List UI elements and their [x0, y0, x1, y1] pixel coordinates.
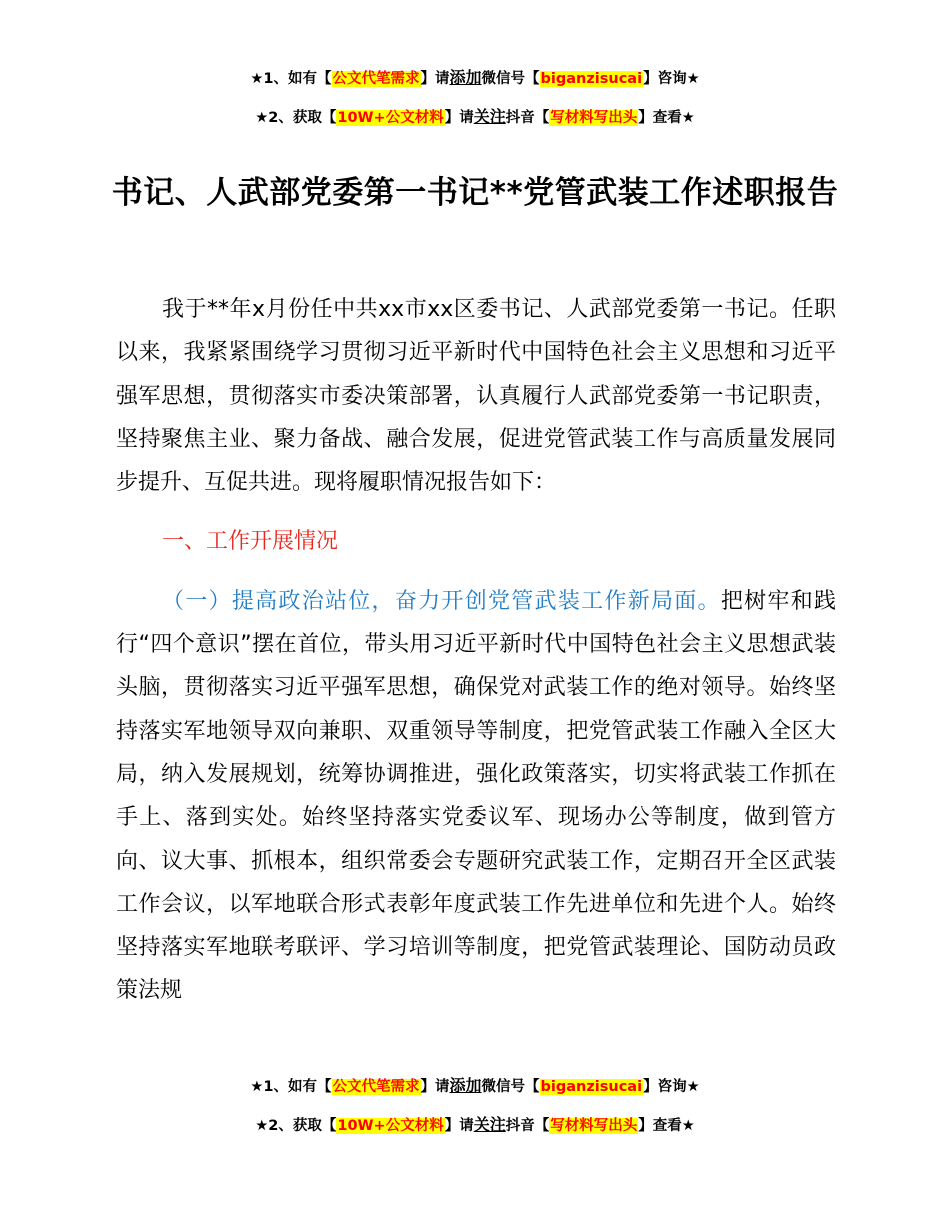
- banner-text: 】查看★: [638, 110, 695, 126]
- banner-underline: 添加: [449, 1076, 482, 1095]
- banner-highlight: 10W+公文材料: [337, 110, 444, 126]
- banner-highlight: 10W+公文材料: [337, 1118, 444, 1134]
- banner-line-1: [0, 1076, 950, 1097]
- subsection-paragraph: [116, 580, 836, 1013]
- banner-text: ★2、获取【: [255, 1118, 337, 1134]
- douyin-id-highlight: 写材料写出头: [550, 110, 638, 126]
- document-body: [116, 288, 836, 1013]
- subsection-body: 把树牢和践行“四个意识”摆在首位，带头用习近平新时代中国特色社会主义思想武装头脑，贯彻落实习近平强军思想，确保党对武装工作的绝对领导。始终坚持落实军地领导双向兼职、双重领导等制度，把党管武装工作融入全区大局，纳入发展规划，统筹协调推进，强化政策落实，切实将武装工作抓在手上、落到实处。始终坚持落实党委议军、现场办公等制度，做到管方向、议大事、抓根本，组织常委会专题研究武装工作，定期召开全区武装工作会议，以军地联合形式表彰年度武装工作先进单位和先进个人。始终坚持落实军地联考联评、学习培训等制度，把党管武装理论、国防动员政策法规: [116, 588, 836, 1004]
- banner-text: ★1、如有【: [250, 71, 332, 87]
- document-title: 书记、人武部党委第一书记**党管武装工作述职报告: [111, 175, 839, 211]
- wechat-id-highlight: biganzisucai: [540, 71, 643, 87]
- banner-text: 】请: [444, 1118, 474, 1134]
- banner-text: 】查看★: [638, 1118, 695, 1134]
- banner-text: 】咨询★: [643, 71, 700, 87]
- subsection-heading: （一）提高政治站位，奋力开创党管武装工作新局面。: [162, 588, 721, 614]
- banner-underline: 关注: [473, 1115, 506, 1134]
- banner-line-2: [0, 1115, 950, 1136]
- banner-highlight: 公文代笔需求: [332, 71, 420, 87]
- banner-text: 】请: [420, 71, 450, 87]
- banner-text: ★2、获取【: [255, 110, 337, 126]
- section-heading: 一、工作开展情况: [162, 529, 339, 555]
- banner-highlight: 公文代笔需求: [332, 1079, 420, 1095]
- banner-text: 】请: [420, 1079, 450, 1095]
- banner-text: ★1、如有【: [250, 1079, 332, 1095]
- banner-text: 微信号【: [481, 71, 540, 87]
- douyin-id-highlight: 写材料写出头: [550, 1118, 638, 1134]
- intro-paragraph: 我于**年x月份任中共xx市xx区委书记、人武部党委第一书记。任职以来，我紧紧围绕学习贯彻习近平新时代中国特色社会主义思想和习近平强军思想，贯彻落实市委决策部署，认真履行人武部党委第一书记职责，坚持聚焦主业、聚力备战、融合发展，促进党管武装工作与高质量发展同步提升、互促共进。现将履职情况报告如下：: [116, 297, 836, 496]
- wechat-id-highlight: biganzisucai: [540, 1079, 643, 1095]
- banner-text: 】咨询★: [643, 1079, 700, 1095]
- banner-text: 】请: [444, 110, 474, 126]
- banner-text: 微信号【: [481, 1079, 540, 1095]
- banner-line-2: [0, 107, 950, 128]
- banner-underline: 添加: [449, 68, 482, 87]
- banner-text: 抖音【: [505, 110, 550, 126]
- banner-text: 抖音【: [505, 1118, 550, 1134]
- banner-line-1: [0, 68, 950, 89]
- banner-underline: 关注: [473, 107, 506, 126]
